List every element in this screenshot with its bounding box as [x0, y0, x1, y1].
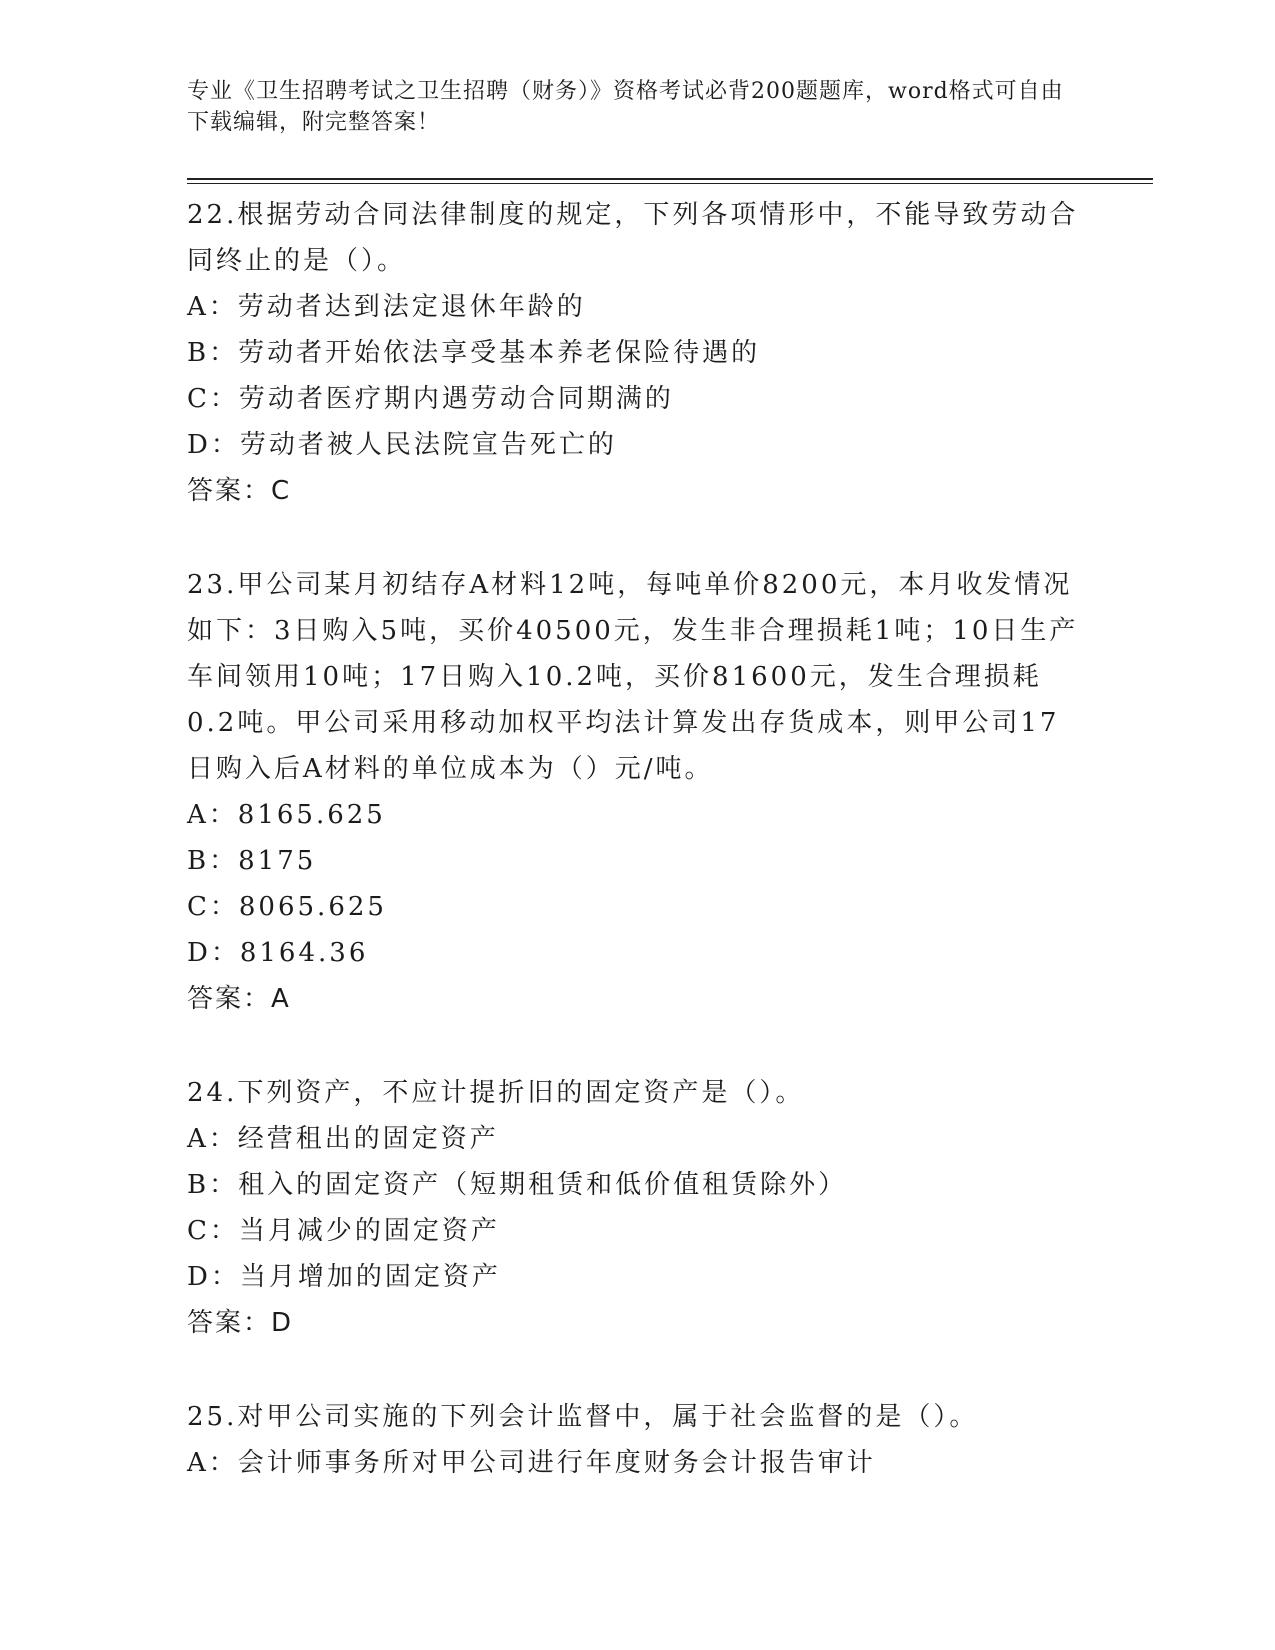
option-b: B：租入的固定资产（短期租赁和低价值租赁除外） [187, 1170, 848, 1200]
option-a: A：8165.625 [187, 800, 386, 830]
option-a: A：劳动者达到法定退休年龄的 [187, 292, 586, 322]
answer: 答案：A [187, 984, 291, 1014]
question-25 [187, 1394, 1087, 1486]
question-stem: 23.甲公司某月初结存A材料12吨，每吨单价8200元，本月收发情况如下：3日购入5吨，买价40500元，发生非合理损耗1吨；10日生产车间领用10吨；17日购入10.2吨，买价81600元，发生合理损耗0.2吨。甲公司采用移动加权平均法计算发出存货成本，则甲公司17日购入后A材料的单位成本为（）元/吨。 [187, 570, 1079, 784]
option-a: A：会计师事务所对甲公司进行年度财务会计报告审计 [187, 1448, 876, 1478]
header-rule-thin [187, 183, 1153, 184]
answer: 答案：D [187, 1308, 294, 1338]
document-header: 专业《卫生招聘考试之卫生招聘（财务）》资格考试必背200题题库，word格式可自由下载编辑，附完整答案！ [187, 79, 1064, 135]
question-stem: 25.对甲公司实施的下列会计监督中，属于社会监督的是（）。 [187, 1402, 979, 1432]
option-c: C：劳动者医疗期内遇劳动合同期满的 [187, 384, 674, 414]
option-a: A：经营租出的固定资产 [187, 1124, 499, 1154]
question-24 [187, 1070, 1087, 1346]
header-rule-thick [187, 178, 1153, 180]
option-d: D：劳动者被人民法院宣告死亡的 [187, 430, 617, 460]
option-d: D：8164.36 [187, 938, 369, 968]
option-c: C：8065.625 [187, 892, 387, 922]
question-22 [187, 192, 1087, 514]
answer: 答案：C [187, 476, 292, 506]
question-list [187, 192, 1087, 1534]
option-c: C：当月减少的固定资产 [187, 1216, 500, 1246]
question-23 [187, 562, 1087, 1022]
option-b: B：8175 [187, 846, 317, 876]
option-d: D：当月增加的固定资产 [187, 1262, 501, 1292]
question-stem: 22.根据劳动合同法律制度的规定，下列各项情形中，不能导致劳动合同终止的是（）。 [187, 200, 1079, 276]
question-stem: 24.下列资产，不应计提折旧的固定资产是（）。 [187, 1078, 805, 1108]
option-b: B：劳动者开始依法享受基本养老保险待遇的 [187, 338, 761, 368]
